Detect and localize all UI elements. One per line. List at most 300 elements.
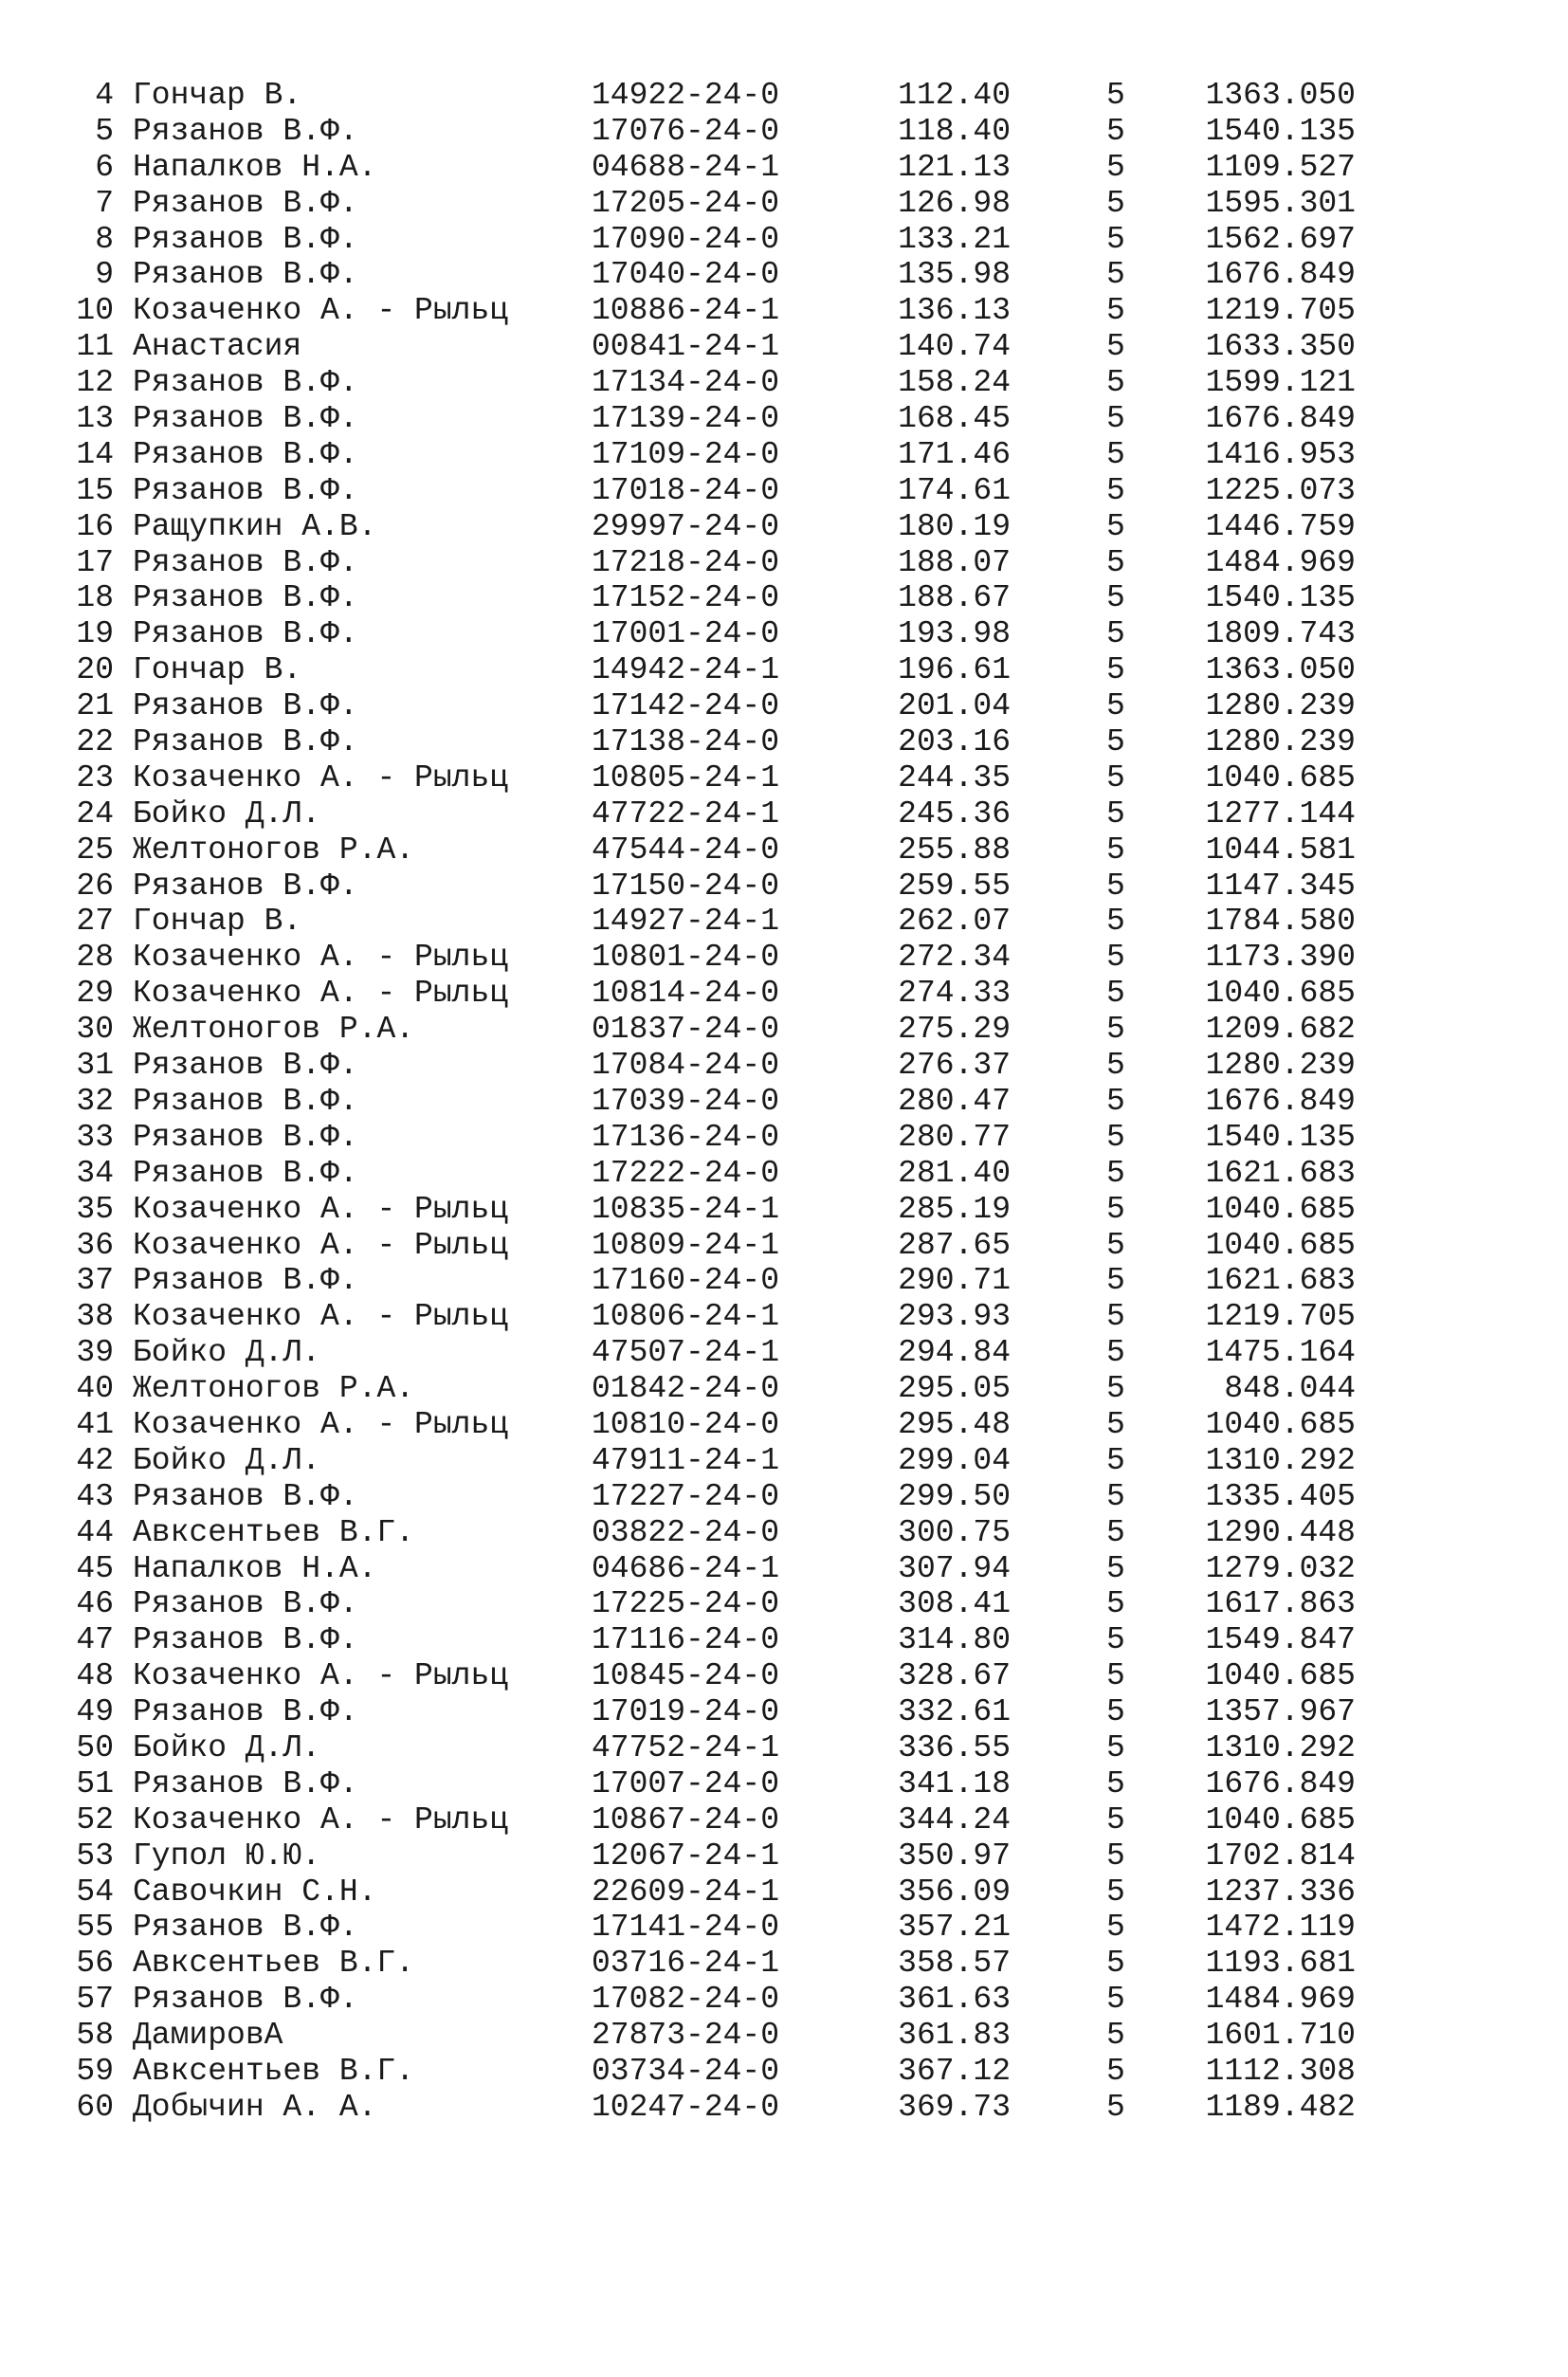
record-row [0, 869, 1568, 905]
owner-name: Рязанов В.Ф. [133, 1586, 358, 1622]
record-grade: 5 [1106, 688, 1125, 724]
record-row [0, 222, 1568, 258]
record-row [0, 1515, 1568, 1551]
record-amount: 1357.967 [1205, 1694, 1356, 1730]
record-amount: 1147.345 [1205, 868, 1356, 904]
record-value: 285.19 [898, 1191, 1011, 1227]
record-value: 121.13 [898, 149, 1011, 185]
record-code: 17018-24-0 [592, 472, 780, 508]
record-value: 361.63 [898, 1982, 1011, 2018]
row-number: 34 [76, 1155, 114, 1191]
record-row [0, 150, 1568, 186]
record-row [0, 1874, 1568, 1911]
record-amount: 1040.685 [1205, 1658, 1356, 1694]
owner-name: Козаченко А. - Рыльц [133, 1299, 509, 1335]
record-amount: 1446.759 [1205, 508, 1356, 544]
row-number: 29 [76, 976, 114, 1012]
record-value: 118.40 [898, 113, 1011, 149]
owner-name: Добычин А. А. [133, 2089, 377, 2125]
owner-name: Гупол Ю.Ю. [133, 1838, 321, 1874]
record-code: 17134-24-0 [592, 365, 780, 401]
record-code: 17082-24-0 [592, 1982, 780, 2018]
row-number: 35 [76, 1191, 114, 1227]
record-value: 272.34 [898, 940, 1011, 976]
row-number: 50 [76, 1729, 114, 1765]
record-grade: 5 [1106, 1263, 1125, 1299]
record-amount: 1279.032 [1205, 1550, 1356, 1586]
record-value: 168.45 [898, 401, 1011, 437]
record-amount: 1040.685 [1205, 1227, 1356, 1263]
row-number: 19 [76, 616, 114, 652]
record-row [0, 1335, 1568, 1371]
record-row [0, 652, 1568, 688]
owner-name: Гончар В. [133, 904, 302, 940]
row-number: 53 [76, 1838, 114, 1874]
record-grade: 5 [1106, 185, 1125, 221]
record-grade: 5 [1106, 1946, 1125, 1982]
owner-name: Рязанов В.Ф. [133, 868, 358, 904]
record-row [0, 1192, 1568, 1228]
record-value: 341.18 [898, 1765, 1011, 1801]
record-row [0, 473, 1568, 509]
record-row [0, 1371, 1568, 1407]
record-grade: 5 [1106, 1442, 1125, 1478]
record-grade: 5 [1106, 940, 1125, 976]
record-grade: 5 [1106, 1765, 1125, 1801]
record-grade: 5 [1106, 795, 1125, 832]
record-amount: 1702.814 [1205, 1838, 1356, 1874]
record-grade: 5 [1106, 1335, 1125, 1371]
owner-name: Козаченко А. - Рыльц [133, 1406, 509, 1442]
row-number: 9 [95, 257, 114, 293]
record-amount: 1209.682 [1205, 1012, 1356, 1048]
row-number: 16 [76, 508, 114, 544]
record-code: 01837-24-0 [592, 1012, 780, 1048]
record-value: 259.55 [898, 868, 1011, 904]
record-grade: 5 [1106, 1227, 1125, 1263]
record-amount: 1472.119 [1205, 1910, 1356, 1946]
record-row [0, 904, 1568, 940]
record-row [0, 688, 1568, 724]
row-number: 38 [76, 1299, 114, 1335]
record-code: 17007-24-0 [592, 1765, 780, 1801]
record-code: 47752-24-1 [592, 1729, 780, 1765]
owner-name: Рязанов В.Ф. [133, 257, 358, 293]
record-row [0, 2018, 1568, 2054]
record-value: 295.48 [898, 1406, 1011, 1442]
record-row [0, 2054, 1568, 2090]
record-value: 280.77 [898, 1119, 1011, 1155]
owner-name: Авксентьев В.Г. [133, 1946, 415, 1982]
record-value: 245.36 [898, 795, 1011, 832]
record-code: 01842-24-0 [592, 1371, 780, 1407]
record-code: 10814-24-0 [592, 976, 780, 1012]
record-grade: 5 [1106, 580, 1125, 616]
record-code: 17136-24-0 [592, 1119, 780, 1155]
record-code: 17218-24-0 [592, 544, 780, 580]
record-grade: 5 [1106, 508, 1125, 544]
record-amount: 1484.969 [1205, 544, 1356, 580]
record-value: 276.37 [898, 1048, 1011, 1084]
record-code: 17040-24-0 [592, 257, 780, 293]
record-value: 136.13 [898, 293, 1011, 329]
record-code: 17205-24-0 [592, 185, 780, 221]
record-amount: 1676.849 [1205, 257, 1356, 293]
row-number: 31 [76, 1048, 114, 1084]
owner-name: Ращупкин А.В. [133, 508, 377, 544]
record-value: 295.05 [898, 1371, 1011, 1407]
record-amount: 1040.685 [1205, 1191, 1356, 1227]
owner-name: Рязанов В.Ф. [133, 472, 358, 508]
record-code: 17225-24-0 [592, 1586, 780, 1622]
record-row [0, 1048, 1568, 1084]
record-amount: 1219.705 [1205, 1299, 1356, 1335]
record-code: 10806-24-1 [592, 1299, 780, 1335]
record-amount: 1784.580 [1205, 904, 1356, 940]
record-row [0, 257, 1568, 293]
record-value: 193.98 [898, 616, 1011, 652]
record-grade: 5 [1106, 904, 1125, 940]
record-grade: 5 [1106, 1478, 1125, 1514]
record-value: 307.94 [898, 1550, 1011, 1586]
record-amount: 1562.697 [1205, 221, 1356, 257]
record-grade: 5 [1106, 1083, 1125, 1119]
record-row [0, 78, 1568, 114]
row-number: 44 [76, 1514, 114, 1550]
record-amount: 1219.705 [1205, 293, 1356, 329]
row-number: 21 [76, 688, 114, 724]
owner-name: Бойко Д.Л. [133, 1335, 321, 1371]
record-value: 356.09 [898, 1874, 1011, 1910]
record-code: 00841-24-1 [592, 329, 780, 365]
record-row [0, 1910, 1568, 1946]
record-code: 17039-24-0 [592, 1083, 780, 1119]
record-value: 188.07 [898, 544, 1011, 580]
owner-name: Рязанов В.Ф. [133, 221, 358, 257]
row-number: 33 [76, 1119, 114, 1155]
record-code: 17227-24-0 [592, 1478, 780, 1514]
owner-name: Рязанов В.Ф. [133, 1694, 358, 1730]
record-code: 17222-24-0 [592, 1155, 780, 1191]
record-grade: 5 [1106, 2018, 1125, 2054]
owner-name: Рязанов В.Ф. [133, 1910, 358, 1946]
owner-name: Рязанов В.Ф. [133, 365, 358, 401]
row-number: 10 [76, 293, 114, 329]
record-grade: 5 [1106, 1550, 1125, 1586]
record-amount: 1621.683 [1205, 1155, 1356, 1191]
row-number: 59 [76, 2053, 114, 2089]
record-value: 358.57 [898, 1946, 1011, 1982]
record-value: 196.61 [898, 652, 1011, 688]
record-value: 328.67 [898, 1658, 1011, 1694]
record-grade: 5 [1106, 1586, 1125, 1622]
owner-name: Гончар В. [133, 78, 302, 113]
record-row [0, 1263, 1568, 1299]
record-amount: 1290.448 [1205, 1514, 1356, 1550]
record-row [0, 293, 1568, 329]
record-code: 10247-24-0 [592, 2089, 780, 2125]
record-amount: 1040.685 [1205, 976, 1356, 1012]
record-amount: 1676.849 [1205, 1765, 1356, 1801]
record-value: 281.40 [898, 1155, 1011, 1191]
record-grade: 5 [1106, 1012, 1125, 1048]
owner-name: Козаченко А. - Рыльц [133, 1191, 509, 1227]
record-value: 174.61 [898, 472, 1011, 508]
record-code: 17138-24-0 [592, 724, 780, 760]
record-amount: 1280.239 [1205, 724, 1356, 760]
record-code: 10835-24-1 [592, 1191, 780, 1227]
record-value: 135.98 [898, 257, 1011, 293]
row-number: 26 [76, 868, 114, 904]
record-grade: 5 [1106, 257, 1125, 293]
record-code: 47911-24-1 [592, 1442, 780, 1478]
record-amount: 1809.743 [1205, 616, 1356, 652]
record-grade: 5 [1106, 1299, 1125, 1335]
record-row [0, 1730, 1568, 1766]
record-value: 203.16 [898, 724, 1011, 760]
owner-name: Рязанов В.Ф. [133, 616, 358, 652]
record-row [0, 832, 1568, 869]
row-number: 55 [76, 1910, 114, 1946]
record-row [0, 437, 1568, 473]
record-grade: 5 [1106, 1514, 1125, 1550]
row-number: 6 [95, 149, 114, 185]
record-value: 344.24 [898, 1801, 1011, 1838]
owner-name: Желтоногов Р.А. [133, 1371, 415, 1407]
row-number: 30 [76, 1012, 114, 1048]
record-row [0, 1551, 1568, 1587]
record-code: 03716-24-1 [592, 1946, 780, 1982]
record-row [0, 616, 1568, 652]
owner-name: ДамировА [133, 2018, 283, 2054]
record-value: 126.98 [898, 185, 1011, 221]
record-row [0, 1120, 1568, 1156]
record-grade: 5 [1106, 616, 1125, 652]
record-row [0, 760, 1568, 796]
record-code: 47507-24-1 [592, 1335, 780, 1371]
record-value: 294.84 [898, 1335, 1011, 1371]
row-number: 12 [76, 365, 114, 401]
row-number: 41 [76, 1406, 114, 1442]
record-row [0, 1407, 1568, 1443]
document-page [0, 78, 1568, 2126]
record-code: 10805-24-1 [592, 759, 780, 795]
owner-name: Желтоногов Р.А. [133, 832, 415, 868]
record-grade: 5 [1106, 1048, 1125, 1084]
record-row [0, 2090, 1568, 2126]
record-code: 10867-24-0 [592, 1801, 780, 1838]
record-value: 357.21 [898, 1910, 1011, 1946]
record-amount: 1109.527 [1205, 149, 1356, 185]
record-code: 17141-24-0 [592, 1910, 780, 1946]
record-value: 244.35 [898, 759, 1011, 795]
owner-name: Рязанов В.Ф. [133, 1119, 358, 1155]
record-row [0, 329, 1568, 365]
record-grade: 5 [1106, 293, 1125, 329]
record-value: 180.19 [898, 508, 1011, 544]
record-grade: 5 [1106, 78, 1125, 113]
record-row [0, 1982, 1568, 2018]
row-number: 24 [76, 795, 114, 832]
record-code: 17019-24-0 [592, 1694, 780, 1730]
record-value: 133.21 [898, 221, 1011, 257]
record-amount: 1540.135 [1205, 113, 1356, 149]
record-amount: 1040.685 [1205, 1406, 1356, 1442]
row-number: 39 [76, 1335, 114, 1371]
owner-name: Бойко Д.Л. [133, 795, 321, 832]
record-code: 12067-24-1 [592, 1838, 780, 1874]
record-value: 188.67 [898, 580, 1011, 616]
owner-name: Рязанов В.Ф. [133, 1048, 358, 1084]
record-grade: 5 [1106, 2053, 1125, 2089]
record-row [0, 1299, 1568, 1335]
row-number: 11 [76, 329, 114, 365]
record-amount: 1280.239 [1205, 1048, 1356, 1084]
record-value: 293.93 [898, 1299, 1011, 1335]
record-value: 287.65 [898, 1227, 1011, 1263]
record-amount: 1617.863 [1205, 1586, 1356, 1622]
record-row [0, 1766, 1568, 1802]
record-code: 27873-24-0 [592, 2018, 780, 2054]
owner-name: Рязанов В.Ф. [133, 580, 358, 616]
row-number: 51 [76, 1765, 114, 1801]
record-grade: 5 [1106, 544, 1125, 580]
record-row [0, 976, 1568, 1012]
record-grade: 5 [1106, 472, 1125, 508]
record-amount: 1277.144 [1205, 795, 1356, 832]
record-value: 367.12 [898, 2053, 1011, 2089]
record-code: 10810-24-0 [592, 1406, 780, 1442]
owner-name: Козаченко А. - Рыльц [133, 1658, 509, 1694]
record-code: 17116-24-0 [592, 1622, 780, 1658]
row-number: 27 [76, 904, 114, 940]
record-row [0, 796, 1568, 832]
owner-name: Бойко Д.Л. [133, 1729, 321, 1765]
record-amount: 1599.121 [1205, 365, 1356, 401]
record-amount: 1484.969 [1205, 1982, 1356, 2018]
record-grade: 5 [1106, 113, 1125, 149]
record-amount: 1310.292 [1205, 1729, 1356, 1765]
record-row [0, 940, 1568, 976]
record-row [0, 509, 1568, 545]
row-number: 23 [76, 759, 114, 795]
row-number: 22 [76, 724, 114, 760]
row-number: 56 [76, 1946, 114, 1982]
record-row [0, 1012, 1568, 1048]
owner-name: Рязанов В.Ф. [133, 688, 358, 724]
record-code: 10845-24-0 [592, 1658, 780, 1694]
record-code: 47544-24-0 [592, 832, 780, 868]
record-row [0, 1946, 1568, 1982]
owner-name: Козаченко А. - Рыльц [133, 759, 509, 795]
row-number: 15 [76, 472, 114, 508]
owner-name: Рязанов В.Ф. [133, 1083, 358, 1119]
record-value: 332.61 [898, 1694, 1011, 1730]
record-code: 17150-24-0 [592, 868, 780, 904]
owner-name: Козаченко А. - Рыльц [133, 940, 509, 976]
row-number: 18 [76, 580, 114, 616]
record-value: 350.97 [898, 1838, 1011, 1874]
record-amount: 1189.482 [1205, 2089, 1356, 2125]
record-row [0, 1443, 1568, 1479]
record-code: 29997-24-0 [592, 508, 780, 544]
row-number: 25 [76, 832, 114, 868]
record-amount: 1173.390 [1205, 940, 1356, 976]
record-row [0, 1228, 1568, 1264]
record-code: 17160-24-0 [592, 1263, 780, 1299]
row-number: 36 [76, 1227, 114, 1263]
record-amount: 1549.847 [1205, 1622, 1356, 1658]
record-code: 04688-24-1 [592, 149, 780, 185]
record-code: 47722-24-1 [592, 795, 780, 832]
record-grade: 5 [1106, 832, 1125, 868]
record-row [0, 401, 1568, 437]
record-value: 112.40 [898, 78, 1011, 113]
record-code: 14942-24-1 [592, 652, 780, 688]
record-grade: 5 [1106, 1982, 1125, 2018]
record-grade: 5 [1106, 1694, 1125, 1730]
record-row [0, 1838, 1568, 1874]
record-grade: 5 [1106, 1729, 1125, 1765]
record-amount: 1193.681 [1205, 1946, 1356, 1982]
owner-name: Козаченко А. - Рыльц [133, 1227, 509, 1263]
record-grade: 5 [1106, 759, 1125, 795]
owner-name: Рязанов В.Ф. [133, 544, 358, 580]
owner-name: Козаченко А. - Рыльц [133, 293, 509, 329]
record-amount: 1310.292 [1205, 1442, 1356, 1478]
owner-name: Авксентьев В.Г. [133, 1514, 415, 1550]
row-number: 14 [76, 436, 114, 472]
record-grade: 5 [1106, 1910, 1125, 1946]
row-number: 58 [76, 2018, 114, 2054]
row-number: 5 [95, 113, 114, 149]
owner-name: Напалков Н.А. [133, 149, 377, 185]
owner-name: Рязанов В.Ф. [133, 1622, 358, 1658]
record-code: 22609-24-1 [592, 1874, 780, 1910]
owner-name: Козаченко А. - Рыльц [133, 1801, 509, 1838]
record-amount: 1475.164 [1205, 1335, 1356, 1371]
record-value: 280.47 [898, 1083, 1011, 1119]
owner-name: Рязанов В.Ф. [133, 113, 358, 149]
row-number: 4 [95, 78, 114, 113]
record-value: 369.73 [898, 2089, 1011, 2125]
record-code: 17142-24-0 [592, 688, 780, 724]
record-grade: 5 [1106, 1191, 1125, 1227]
owner-name: Авксентьев В.Г. [133, 2053, 415, 2089]
record-row [0, 186, 1568, 222]
row-number: 20 [76, 652, 114, 688]
record-value: 262.07 [898, 904, 1011, 940]
row-number: 32 [76, 1083, 114, 1119]
record-code: 14922-24-0 [592, 78, 780, 113]
record-row [0, 1586, 1568, 1622]
record-row [0, 1622, 1568, 1658]
owner-name: Анастасия [133, 329, 302, 365]
record-amount: 1633.350 [1205, 329, 1356, 365]
record-amount: 1540.135 [1205, 1119, 1356, 1155]
record-value: 201.04 [898, 688, 1011, 724]
row-number: 37 [76, 1263, 114, 1299]
record-grade: 5 [1106, 401, 1125, 437]
record-value: 308.41 [898, 1586, 1011, 1622]
record-grade: 5 [1106, 365, 1125, 401]
owner-name: Козаченко А. - Рыльц [133, 976, 509, 1012]
record-value: 299.50 [898, 1478, 1011, 1514]
record-value: 290.71 [898, 1263, 1011, 1299]
row-number: 7 [95, 185, 114, 221]
record-grade: 5 [1106, 976, 1125, 1012]
row-number: 46 [76, 1586, 114, 1622]
